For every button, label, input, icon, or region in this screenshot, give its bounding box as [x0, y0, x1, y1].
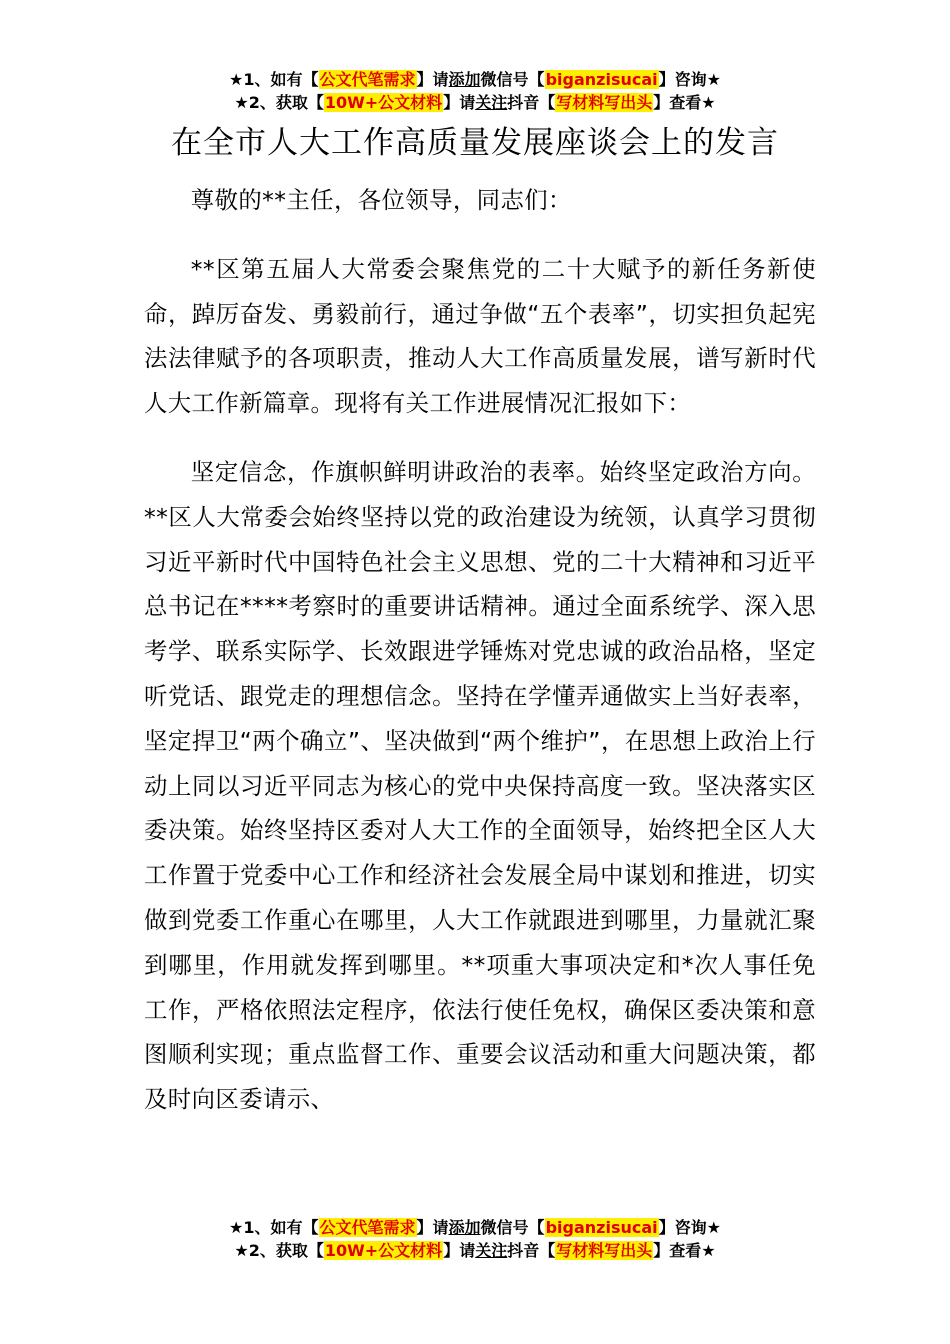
banner-text: 微信号【 [480, 1218, 545, 1237]
banner-highlight: 写材料写出头 [556, 1241, 653, 1260]
banner-highlight: 公文代笔需求 [319, 70, 416, 89]
banner-highlight: 写材料写出头 [556, 93, 653, 112]
banner-underlined-text: 关注 [475, 1241, 508, 1260]
banner-highlight: 公文代笔需求 [319, 1218, 416, 1237]
banner-line-2 [0, 91, 950, 114]
banner-text: 】咨询★ [658, 70, 721, 89]
banner-text: 】请 [416, 1218, 449, 1237]
body-paragraph: 坚定信念，作旗帜鲜明讲政治的表率。始终坚定政治方向。**区人大常委会始终坚持以党的政治建设为统领，认真学习贯彻习近平新时代中国特色社会主义思想、党的二十大精神和习近平总书记在****考察时的重要讲话精神。通过全面系统学、深入思考学、联系实际学、长效跟进学锤炼对党忠诚的政治品格，坚定听党话、跟党走的理想信念。坚持在学懂弄通做实上当好表率，坚定捍卫“两个确立”、坚决做到“两个维护”，在思想上政治上行动上同以习近平同志为核心的党中央保持高度一致。坚决落实区委决策。始终坚持区委对人大工作的全面领导，始终把全区人大工作置于党委中心工作和经济社会发展全局中谋划和推进，切实做到党委工作重心在哪里，人大工作就跟进到哪里，力量就汇聚到哪里，作用就发挥到哪里。**项重大事项决定和*次人事任免工作，严格依照法定程序，依法行使任免权，确保区委决策和意图顺利实现；重点监督工作、重要会议活动和重大问题决策，都及时向区委请示、 [144, 457, 816, 1114]
body-paragraph: **区第五届人大常委会聚焦党的二十大赋予的新任务新使命，踔厉奋发、勇毅前行，通过争做“五个表率”，切实担负起宪法法律赋予的各项职责，推动人大工作高质量发展，谱写新时代人大工作新篇章。现将有关工作进展情况汇报如下： [144, 254, 816, 418]
banner-text: ★1、如有【 [229, 1218, 319, 1237]
banner-text: ★2、获取【 [234, 1241, 324, 1260]
bottom-banner [0, 1216, 950, 1262]
banner-text: 】请 [416, 70, 449, 89]
banner-text: 微信号【 [480, 70, 545, 89]
banner-highlight: biganzisucai [545, 1218, 658, 1237]
banner-line-2 [0, 1239, 950, 1262]
banner-line-1 [0, 68, 950, 91]
banner-text: 】请 [443, 93, 476, 112]
banner-text: 】请 [443, 1241, 476, 1260]
banner-underlined-text: 添加 [448, 70, 481, 89]
banner-highlight: biganzisucai [545, 70, 658, 89]
banner-text: ★1、如有【 [229, 70, 319, 89]
banner-line-1 [0, 1216, 950, 1239]
banner-text: 抖音【 [507, 1241, 556, 1260]
banner-highlight: 10W+公文材料 [324, 93, 443, 112]
banner-text: 】查看★ [653, 93, 716, 112]
document-body [144, 178, 816, 1122]
top-banner [0, 68, 950, 114]
banner-text: 】查看★ [653, 1241, 716, 1260]
banner-underlined-text: 添加 [448, 1218, 481, 1237]
banner-highlight: 10W+公文材料 [324, 1241, 443, 1260]
banner-text: 】咨询★ [658, 1218, 721, 1237]
salutation: 尊敬的**主任，各位领导，同志们： [190, 186, 572, 214]
banner-text: ★2、获取【 [234, 93, 324, 112]
banner-underlined-text: 关注 [475, 93, 508, 112]
document-title: 在全市人大工作高质量发展座谈会上的发言 [171, 125, 779, 161]
banner-text: 抖音【 [507, 93, 556, 112]
